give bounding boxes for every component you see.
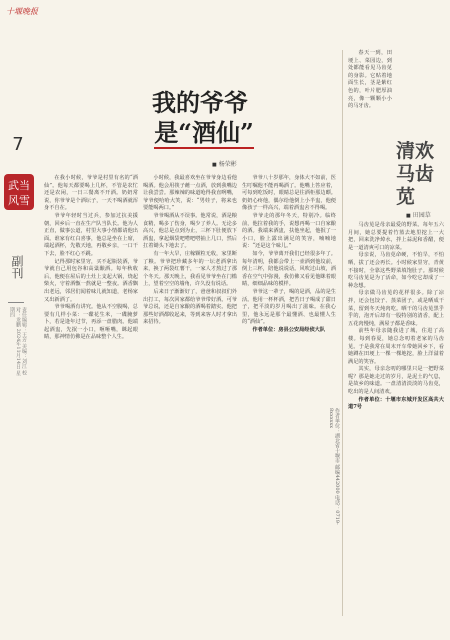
side-article-body (348, 222, 444, 616)
section-name: 副刊 (10, 255, 24, 279)
main-article-author: ■ 杨荣彬 (212, 159, 237, 168)
column-divider (342, 50, 343, 616)
main-article (44, 50, 336, 616)
seal-graphic (2, 172, 36, 212)
main-title-line1: 我的爷爷 (152, 88, 248, 117)
paragraph: 小时候，我最喜欢坐在爷爷身边看他喝酒。他会用筷子蘸一点酒，放到我嘴边让我尝尝。那辣辣的味道呛得我直咧嘴，爷爷便哈哈大笑，说：“男娃子，将来也要能喝两口。” (143, 175, 237, 212)
section-divider (8, 302, 24, 303)
editor-credits: 责任编辑：王芳 美编：刘江 校对：龙鹏 2024年11月14日 星期四 (9, 307, 27, 376)
side-article-title: 清欢马齿苋 (396, 140, 435, 208)
paragraph: 爷爷年轻时当过兵，参加过抗美援朝，回乡后一直在生产队当队长。他为人正直，做事公道，村里大事小情都请他出面。谁家有红白喜事，他总是坐在上席，端起酒杯，先敬天地，再敬乡亲，一口干下去，脸不红心不跳。 (44, 212, 138, 257)
side-article-intro (348, 50, 392, 210)
paragraph: 其实，母亲念叨的哪里只是一把野菜呢？那是她走过的岁月，是泥土的气息，是故乡的味道。一盘清清淡淡的马齿苋，吃出的是人间清欢。 (348, 366, 444, 396)
side-article-author: ■ 田园草 (406, 210, 431, 219)
paragraph: 爷爷喝酒有讲究。他从不空腹喝，总要有几样小菜：一碟花生米，一碟腌萝卜，若是逢年过节，再添一盘腊肉。他端起酒盅，先抿一小口，咂咂嘴，眯起眼睛，那神情仿佛是在品味整个人生。 (44, 304, 138, 341)
main-title-line2: 是“酒仙” (154, 118, 254, 147)
paragraph: 前些年母亲随我进了城，住进了高楼。每到春夏，她总念叨着老家的马齿苋。于是我常在周末开车带她回乡下，看她蹲在田埂上一棵一棵地挖，脸上洋溢着满足的笑容。 (348, 328, 444, 365)
paragraph: 有一年大旱，庄稼颗粒无收，家里断了粮。爷爷把珍藏多年的一坛老酒拿出来，换了两袋红薯干，一家人才熬过了那个冬天。那天晚上，我看见爷爷坐在门槛上，望着空空的墙角，许久没有说话。 (143, 250, 237, 288)
main-article-title (110, 88, 290, 148)
paragraph: 爷爷喝酒从不误事。他常说，酒是粮食精，喝多了伤身，喝少了养人。无论多高兴，他总是点到为止，三杯下肚便放下酒盅，拿起烟袋吧嗒吧嗒抽上几口，然后扛着锄头下地去了。 (143, 212, 237, 250)
paragraph: 母亲做马齿苋的花样很多。除了凉拌，还会包饺子、蒸菜团子，或是晒成干菜，留到冬天炖肉吃。晒干的马齿苋黑乎乎的，泡开后却有一股特别的清香，配上五花肉慢炖，满屋子都是香味。 (348, 290, 444, 327)
main-article-column-3 (242, 175, 336, 616)
paragraph: 爷爷八十岁那年，身体大不如前，医生叮嘱他不能再喝酒了。他嘴上答应着，可每到吃饭时，眼睛总是往酒柜那边瞟。奶奶心疼他，偶尔给他倒上小半盅，他便像孩子一样高兴，端着酒盅舍不得喝。 (242, 175, 336, 212)
paragraph: 春天一到，田埂上、菜园边，到处都能看见马齿苋的身影。它贴着地面生长，茎是紫红色的，叶片肥厚油亮，像一颗颗小小的马牙齿。 (348, 50, 392, 110)
side-article-footer: 作者单位：十堰市东城开发区高共大道7号 (348, 396, 444, 411)
paragraph: 马齿苋是母亲最爱的野菜。每年五六月间，她总要提着竹篮去地里挖上一大把，回来洗净焯水，拌上蒜泥和香醋，便是一道清爽可口的凉菜。 (348, 222, 444, 251)
svg-text:武当: 武当 (8, 179, 30, 192)
paragraph: 记得那时家里穷，买不起瓶装酒，爷爷就自己用包谷和高粱酿酒。每年秋收后，他便在屋后的土灶上支起大锅，烧起柴火，守着酒甑一熬就是一整夜。酒香飘出老远，邻居们闻着味儿就知道，老杨家又出新酒了。 (44, 258, 138, 303)
masthead: 十堰晚报 (6, 7, 38, 16)
main-article-footer: 作者单位：房县公安局经侦大队 (252, 326, 326, 333)
page-number: 7 (12, 134, 24, 155)
paragraph: 后来日子渐渐好了，爸爸和叔叔们外出打工，每次回家都给爷爷带好酒。可爷爷总说，还是自家酿的酒喝着踏实。他把那些好酒都收起来，等到来客人时才拿出来招待。 (143, 288, 237, 326)
paragraph: 母亲说，马齿苋命硬，不怕旱，不怕晒，拔了还会再长。小时候家里穷，青黄不接时，全靠这些野菜填饱肚子。那时候吃马齿苋是为了活命，如今吃它却成了一种念想。 (348, 252, 444, 289)
paragraph: 在我小时候，爷爷是村里有名的“酒仙”。他每天都要喝上几杯，不管是农忙还是农闲，一日三餐离不开酒。奶奶常说，你爷爷是个酒坛子，一天不喝酒就浑身不自在。 (44, 175, 138, 212)
main-article-column-1 (44, 175, 138, 616)
paragraph: 爷爷走的那年冬天，特别冷。临终前，他拉着我的手，说想再喝一口自家酿的酒。我端来酒盅，扶他坐起，他抿了一小口，脸上露出满足的笑容，喃喃地说：“还是这个味儿。” (242, 212, 336, 250)
paragraph: 爷爷这一辈子，喝的是酒，品的是生活。他用一杯杯酒，把苦日子喝成了甜日子，把平淡的岁月喝出了滋味。在我心里，他永远是那个最懂酒、也最懂人生的“酒仙”。 (242, 288, 336, 326)
main-article-column-2 (143, 175, 237, 616)
paragraph: 如今，爷爷离开我们已经很多年了。每年清明，我都会带上一壶酒到他坟前，倒上三杯，陪他说说话。风吹过山坡，酒香在空气中弥漫，我仿佛又看见他眯着眼睛，细细品味的模样。 (242, 250, 336, 288)
vertical-byline: 作者单位：湖北省十堰市 邮编442000 电话：0719-8xxxxxx (328, 408, 340, 525)
section-seal-icon (2, 172, 36, 212)
svg-text:风雪: 风雪 (8, 194, 30, 207)
side-article (348, 50, 444, 616)
